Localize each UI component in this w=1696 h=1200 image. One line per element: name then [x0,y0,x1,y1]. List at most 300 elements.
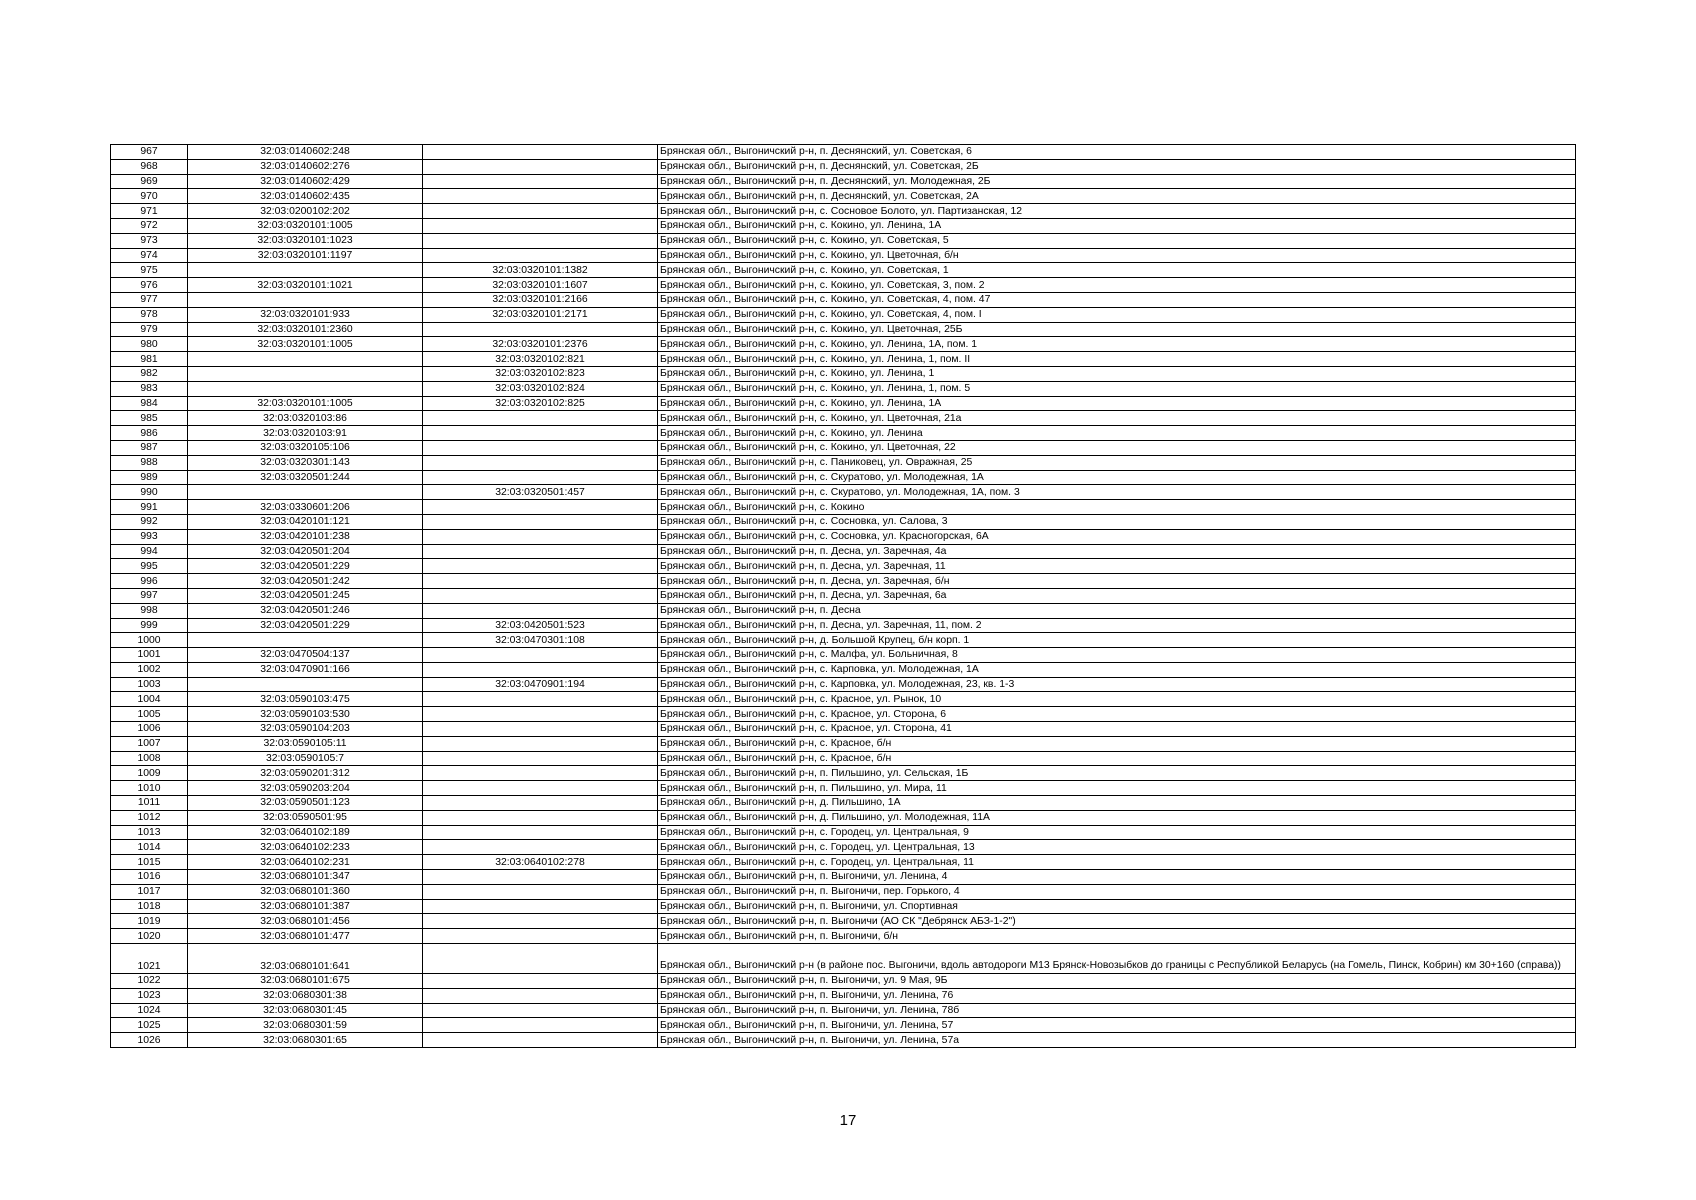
land-cadastral-number-cell: 32:03:0320101:933 [188,307,423,322]
table-row [111,588,1576,603]
building-cadastral-number-cell [423,426,658,441]
row-number-cell: 967 [111,145,188,160]
row-number-cell: 975 [111,263,188,278]
building-cadastral-number-cell: 32:03:0320102:825 [423,396,658,411]
row-number-cell: 982 [111,366,188,381]
land-cadastral-number-cell: 32:03:0680301:45 [188,1003,423,1018]
table-row [111,248,1576,263]
row-number-cell: 972 [111,218,188,233]
building-cadastral-number-cell [423,825,658,840]
address-cell: Брянская обл., Выгоничский р-н, д. Пильшино, 1А [658,796,1576,811]
land-cadastral-number-cell: 32:03:0330601:206 [188,500,423,515]
table-row [111,544,1576,559]
address-cell: Брянская обл., Выгоничский р-н, с. Скуратово, ул. Молодежная, 1А [658,470,1576,485]
building-cadastral-number-cell [423,810,658,825]
table-row [111,559,1576,574]
building-cadastral-number-cell: 32:03:0320101:2376 [423,337,658,352]
table-row [111,796,1576,811]
address-cell: Брянская обл., Выгоничский р-н, п. Выгоничи, ул. Спортивная [658,899,1576,914]
building-cadastral-number-cell [423,929,658,944]
address-cell: Брянская обл., Выгоничский р-н, п. Выгоничи, ул. Ленина, 57 [658,1018,1576,1033]
table-row [111,825,1576,840]
row-number-cell: 978 [111,307,188,322]
table-row [111,677,1576,692]
building-cadastral-number-cell [423,470,658,485]
table-row [111,707,1576,722]
address-cell: Брянская обл., Выгоничский р-н, с. Красное, ул. Сторона, 41 [658,722,1576,737]
row-number-cell: 999 [111,618,188,633]
land-cadastral-number-cell: 32:03:0420501:245 [188,588,423,603]
building-cadastral-number-cell [423,944,658,974]
building-cadastral-number-cell [423,248,658,263]
land-cadastral-number-cell: 32:03:0320101:1023 [188,233,423,248]
land-cadastral-number-cell: 32:03:0590104:203 [188,722,423,737]
land-cadastral-number-cell: 32:03:0680301:65 [188,1033,423,1048]
table-body [111,145,1576,1048]
table-row [111,810,1576,825]
table-row [111,766,1576,781]
row-number-cell: 1010 [111,781,188,796]
address-cell: Брянская обл., Выгоничский р-н, п. Десна, ул. Заречная, 11 [658,559,1576,574]
land-cadastral-number-cell: 32:03:0590103:475 [188,692,423,707]
table-row [111,944,1576,974]
table-row [111,1033,1576,1048]
address-cell: Брянская обл., Выгоничский р-н, с. Скуратово, ул. Молодежная, 1А, пом. 3 [658,485,1576,500]
land-cadastral-number-cell [188,381,423,396]
land-cadastral-number-cell: 32:03:0320101:1005 [188,337,423,352]
table-row [111,307,1576,322]
table-row [111,337,1576,352]
row-number-cell: 996 [111,574,188,589]
building-cadastral-number-cell: 32:03:0320102:823 [423,366,658,381]
land-cadastral-number-cell: 32:03:0640102:189 [188,825,423,840]
building-cadastral-number-cell [423,411,658,426]
row-number-cell: 976 [111,278,188,293]
table-row [111,736,1576,751]
building-cadastral-number-cell [423,899,658,914]
row-number-cell: 968 [111,159,188,174]
address-cell: Брянская обл., Выгоничский р-н, с. Кокино, ул. Ленина, 1 [658,366,1576,381]
table-row [111,574,1576,589]
land-cadastral-number-cell: 32:03:0420501:204 [188,544,423,559]
row-number-cell: 1024 [111,1003,188,1018]
land-cadastral-number-cell: 32:03:0590105:11 [188,736,423,751]
address-cell: Брянская обл., Выгоничский р-н, п. Выгоничи, пер. Горького, 4 [658,884,1576,899]
building-cadastral-number-cell: 32:03:0320102:824 [423,381,658,396]
row-number-cell: 1021 [111,944,188,974]
building-cadastral-number-cell [423,455,658,470]
table-row [111,514,1576,529]
row-number-cell: 985 [111,411,188,426]
address-cell: Брянская обл., Выгоничский р-н, п. Десна, ул. Заречная, 4а [658,544,1576,559]
building-cadastral-number-cell [423,574,658,589]
row-number-cell: 997 [111,588,188,603]
table-row [111,722,1576,737]
address-cell: Брянская обл., Выгоничский р-н, с. Сосновка, ул. Салова, 3 [658,514,1576,529]
land-cadastral-number-cell: 32:03:0420101:121 [188,514,423,529]
table-row [111,426,1576,441]
address-cell: Брянская обл., Выгоничский р-н, п. Деснянский, ул. Советская, 6 [658,145,1576,160]
table-row [111,411,1576,426]
building-cadastral-number-cell [423,500,658,515]
row-number-cell: 1025 [111,1018,188,1033]
address-cell: Брянская обл., Выгоничский р-н, с. Карповка, ул. Молодежная, 1А [658,662,1576,677]
page-number: 17 [839,1112,857,1129]
table-row [111,840,1576,855]
address-cell: Брянская обл., Выгоничский р-н, п. Десна, ул. Заречная, б/н [658,574,1576,589]
address-cell: Брянская обл., Выгоничский р-н, с. Кокино, ул. Ленина, 1А, пом. 1 [658,337,1576,352]
address-cell: Брянская обл., Выгоничский р-н, с. Кокино, ул. Цветочная, 25Б [658,322,1576,337]
row-number-cell: 1003 [111,677,188,692]
table-row [111,988,1576,1003]
table-row [111,855,1576,870]
building-cadastral-number-cell [423,736,658,751]
row-number-cell: 987 [111,440,188,455]
row-number-cell: 986 [111,426,188,441]
address-cell: Брянская обл., Выгоничский р-н, п. Деснянский, ул. Советская, 2Б [658,159,1576,174]
land-cadastral-number-cell: 32:03:0680101:387 [188,899,423,914]
building-cadastral-number-cell [423,322,658,337]
address-cell: Брянская обл., Выгоничский р-н, с. Кокино [658,500,1576,515]
land-cadastral-number-cell: 32:03:0680101:456 [188,914,423,929]
building-cadastral-number-cell [423,233,658,248]
land-cadastral-number-cell: 32:03:0320501:244 [188,470,423,485]
land-cadastral-number-cell: 32:03:0140602:248 [188,145,423,160]
land-cadastral-number-cell: 32:03:0420501:229 [188,559,423,574]
table-row [111,145,1576,160]
row-number-cell: 1008 [111,751,188,766]
address-cell: Брянская обл., Выгоничский р-н, с. Городец, ул. Центральная, 9 [658,825,1576,840]
land-cadastral-number-cell: 32:03:0140602:429 [188,174,423,189]
address-cell: Брянская обл., Выгоничский р-н, с. Красное, ул. Рынок, 10 [658,692,1576,707]
address-cell: Брянская обл., Выгоничский р-н, с. Кокино, ул. Цветочная, 21а [658,411,1576,426]
land-cadastral-number-cell: 32:03:0590501:123 [188,796,423,811]
building-cadastral-number-cell [423,603,658,618]
address-cell: Брянская обл., Выгоничский р-н, с. Кокино, ул. Цветочная, 22 [658,440,1576,455]
row-number-cell: 1013 [111,825,188,840]
table-row [111,204,1576,219]
building-cadastral-number-cell: 32:03:0320101:1382 [423,263,658,278]
table-row [111,440,1576,455]
address-cell: Брянская обл., Выгоничский р-н, с. Красное, б/н [658,736,1576,751]
row-number-cell: 1017 [111,884,188,899]
building-cadastral-number-cell [423,914,658,929]
land-cadastral-number-cell: 32:03:0320301:143 [188,455,423,470]
address-cell: Брянская обл., Выгоничский р-н, с. Кокино, ул. Ленина, 1, пом. II [658,352,1576,367]
address-cell: Брянская обл., Выгоничский р-н, п. Десна, ул. Заречная, 6а [658,588,1576,603]
building-cadastral-number-cell [423,218,658,233]
building-cadastral-number-cell: 32:03:0320501:457 [423,485,658,500]
building-cadastral-number-cell [423,1033,658,1048]
building-cadastral-number-cell [423,1003,658,1018]
table-row [111,662,1576,677]
building-cadastral-number-cell [423,189,658,204]
building-cadastral-number-cell: 32:03:0320101:2171 [423,307,658,322]
row-number-cell: 1018 [111,899,188,914]
address-cell: Брянская обл., Выгоничский р-н, с. Кокино, ул. Ленина, 1, пом. 5 [658,381,1576,396]
land-cadastral-number-cell: 32:03:0470504:137 [188,648,423,663]
building-cadastral-number-cell [423,1018,658,1033]
table-row [111,263,1576,278]
building-cadastral-number-cell [423,884,658,899]
land-cadastral-number-cell [188,366,423,381]
table-row [111,1018,1576,1033]
row-number-cell: 971 [111,204,188,219]
address-cell: Брянская обл., Выгоничский р-н, с. Кокино, ул. Цветочная, б/н [658,248,1576,263]
land-cadastral-number-cell [188,352,423,367]
row-number-cell: 1006 [111,722,188,737]
building-cadastral-number-cell [423,159,658,174]
row-number-cell: 1012 [111,810,188,825]
cadastral-table [110,144,1576,1048]
land-cadastral-number-cell: 32:03:0680301:59 [188,1018,423,1033]
land-cadastral-number-cell: 32:03:0470901:166 [188,662,423,677]
row-number-cell: 1014 [111,840,188,855]
building-cadastral-number-cell [423,648,658,663]
land-cadastral-number-cell: 32:03:0320101:1197 [188,248,423,263]
building-cadastral-number-cell [423,974,658,989]
land-cadastral-number-cell: 32:03:0680101:347 [188,870,423,885]
land-cadastral-number-cell: 32:03:0680301:38 [188,988,423,1003]
address-cell: Брянская обл., Выгоничский р-н, с. Кокино, ул. Ленина, 1А [658,396,1576,411]
land-cadastral-number-cell [188,485,423,500]
row-number-cell: 993 [111,529,188,544]
row-number-cell: 1000 [111,633,188,648]
row-number-cell: 969 [111,174,188,189]
address-cell: Брянская обл., Выгоничский р-н, п. Выгоничи, б/н [658,929,1576,944]
table-row [111,899,1576,914]
row-number-cell: 1023 [111,988,188,1003]
row-number-cell: 998 [111,603,188,618]
address-cell: Брянская обл., Выгоничский р-н, с. Красное, ул. Сторона, 6 [658,707,1576,722]
address-cell: Брянская обл., Выгоничский р-н, с. Кокино, ул. Ленина [658,426,1576,441]
land-cadastral-number-cell [188,633,423,648]
row-number-cell: 1015 [111,855,188,870]
table-row [111,455,1576,470]
table-row [111,870,1576,885]
land-cadastral-number-cell [188,263,423,278]
land-cadastral-number-cell: 32:03:0320103:91 [188,426,423,441]
building-cadastral-number-cell: 32:03:0470901:194 [423,677,658,692]
table-row [111,396,1576,411]
address-cell: Брянская обл., Выгоничский р-н, с. Городец, ул. Центральная, 13 [658,840,1576,855]
building-cadastral-number-cell: 32:03:0320101:2166 [423,292,658,307]
building-cadastral-number-cell [423,988,658,1003]
address-cell: Брянская обл., Выгоничский р-н, п. Десна, ул. Заречная, 11, пом. 2 [658,618,1576,633]
row-number-cell: 974 [111,248,188,263]
table-row [111,470,1576,485]
land-cadastral-number-cell [188,677,423,692]
row-number-cell: 1020 [111,929,188,944]
land-cadastral-number-cell: 32:03:0140602:435 [188,189,423,204]
land-cadastral-number-cell: 32:03:0420501:246 [188,603,423,618]
address-cell: Брянская обл., Выгоничский р-н, п. Пильшино, ул. Мира, 11 [658,781,1576,796]
building-cadastral-number-cell: 32:03:0640102:278 [423,855,658,870]
address-cell: Брянская обл., Выгоничский р-н, п. Деснянский, ул. Молодежная, 2Б [658,174,1576,189]
building-cadastral-number-cell [423,707,658,722]
building-cadastral-number-cell [423,440,658,455]
address-cell: Брянская обл., Выгоничский р-н, с. Кокино, ул. Советская, 3, пом. 2 [658,278,1576,293]
building-cadastral-number-cell [423,544,658,559]
building-cadastral-number-cell: 32:03:0320102:821 [423,352,658,367]
row-number-cell: 980 [111,337,188,352]
table-row [111,174,1576,189]
land-cadastral-number-cell: 32:03:0140602:276 [188,159,423,174]
address-cell: Брянская обл., Выгоничский р-н, с. Малфа, ул. Больничная, 8 [658,648,1576,663]
row-number-cell: 989 [111,470,188,485]
building-cadastral-number-cell [423,870,658,885]
building-cadastral-number-cell: 32:03:0420501:523 [423,618,658,633]
address-cell: Брянская обл., Выгоничский р-н, с. Кокино, ул. Ленина, 1А [658,218,1576,233]
row-number-cell: 973 [111,233,188,248]
land-cadastral-number-cell: 32:03:0420501:242 [188,574,423,589]
building-cadastral-number-cell [423,781,658,796]
land-cadastral-number-cell: 32:03:0680101:675 [188,974,423,989]
address-cell: Брянская обл., Выгоничский р-н, п. Выгоничи, ул. 9 Мая, 9Б [658,974,1576,989]
table-row [111,500,1576,515]
address-cell: Брянская обл., Выгоничский р-н, п. Выгоничи, ул. Ленина, 57а [658,1033,1576,1048]
row-number-cell: 991 [111,500,188,515]
building-cadastral-number-cell [423,174,658,189]
land-cadastral-number-cell: 32:03:0320101:1005 [188,218,423,233]
address-cell: Брянская обл., Выгоничский р-н, с. Кокино, ул. Советская, 5 [658,233,1576,248]
building-cadastral-number-cell [423,514,658,529]
table-row [111,159,1576,174]
land-cadastral-number-cell: 32:03:0590103:530 [188,707,423,722]
table-row [111,278,1576,293]
building-cadastral-number-cell [423,722,658,737]
address-cell: Брянская обл., Выгоничский р-н (в районе пос. Выгоничи, вдоль автодороги М13 Брянск-Новозыбков до границы с Республикой Беларусь (на Гомель, Пинск, Кобрин) км 30+160 (справа)) [658,944,1576,974]
row-number-cell: 970 [111,189,188,204]
row-number-cell: 1022 [111,974,188,989]
address-cell: Брянская обл., Выгоничский р-н, д. Большой Крупец, б/н корп. 1 [658,633,1576,648]
row-number-cell: 1007 [111,736,188,751]
table-row [111,322,1576,337]
table-row [111,884,1576,899]
row-number-cell: 988 [111,455,188,470]
address-cell: Брянская обл., Выгоничский р-н, с. Карповка, ул. Молодежная, 23, кв. 1-3 [658,677,1576,692]
land-cadastral-number-cell: 32:03:0320103:86 [188,411,423,426]
address-cell: Брянская обл., Выгоничский р-н, с. Кокино, ул. Советская, 1 [658,263,1576,278]
land-cadastral-number-cell: 32:03:0320101:2360 [188,322,423,337]
building-cadastral-number-cell [423,840,658,855]
building-cadastral-number-cell: 32:03:0320101:1607 [423,278,658,293]
table-row [111,352,1576,367]
row-number-cell: 1009 [111,766,188,781]
row-number-cell: 994 [111,544,188,559]
address-cell: Брянская обл., Выгоничский р-н, с. Красное, б/н [658,751,1576,766]
land-cadastral-number-cell: 32:03:0590501:95 [188,810,423,825]
row-number-cell: 1019 [111,914,188,929]
address-cell: Брянская обл., Выгоничский р-н, п. Десна [658,603,1576,618]
land-cadastral-number-cell: 32:03:0200102:202 [188,204,423,219]
address-cell: Брянская обл., Выгоничский р-н, п. Выгоничи, ул. Ленина, 4 [658,870,1576,885]
table-row [111,692,1576,707]
address-cell: Брянская обл., Выгоничский р-н, с. Кокино, ул. Советская, 4, пом. 47 [658,292,1576,307]
address-cell: Брянская обл., Выгоничский р-н, с. Сосновое Болото, ул. Партизанская, 12 [658,204,1576,219]
land-cadastral-number-cell: 32:03:0420101:238 [188,529,423,544]
row-number-cell: 995 [111,559,188,574]
land-cadastral-number-cell: 32:03:0590105:7 [188,751,423,766]
building-cadastral-number-cell [423,796,658,811]
row-number-cell: 1011 [111,796,188,811]
building-cadastral-number-cell [423,204,658,219]
table-row [111,381,1576,396]
land-cadastral-number-cell: 32:03:0590201:312 [188,766,423,781]
address-cell: Брянская обл., Выгоничский р-н, п. Выгоничи (АО СК "Дебрянск АБЗ-1-2") [658,914,1576,929]
land-cadastral-number-cell: 32:03:0640102:233 [188,840,423,855]
building-cadastral-number-cell [423,692,658,707]
row-number-cell: 1004 [111,692,188,707]
land-cadastral-number-cell: 32:03:0680101:477 [188,929,423,944]
table-row [111,974,1576,989]
row-number-cell: 1026 [111,1033,188,1048]
row-number-cell: 1001 [111,648,188,663]
building-cadastral-number-cell: 32:03:0470301:108 [423,633,658,648]
land-cadastral-number-cell: 32:03:0680101:641 [188,944,423,974]
table-row [111,485,1576,500]
table-row [111,751,1576,766]
table-row [111,529,1576,544]
address-cell: Брянская обл., Выгоничский р-н, с. Сосновка, ул. Красногорская, 6А [658,529,1576,544]
table-row [111,292,1576,307]
land-cadastral-number-cell: 32:03:0640102:231 [188,855,423,870]
land-cadastral-number-cell: 32:03:0320101:1021 [188,278,423,293]
building-cadastral-number-cell [423,529,658,544]
row-number-cell: 977 [111,292,188,307]
row-number-cell: 981 [111,352,188,367]
table-row [111,603,1576,618]
table-row [111,633,1576,648]
building-cadastral-number-cell [423,145,658,160]
land-cadastral-number-cell: 32:03:0680101:360 [188,884,423,899]
building-cadastral-number-cell [423,588,658,603]
table-row [111,233,1576,248]
address-cell: Брянская обл., Выгоничский р-н, д. Пильшино, ул. Молодежная, 11А [658,810,1576,825]
building-cadastral-number-cell [423,559,658,574]
row-number-cell: 984 [111,396,188,411]
address-cell: Брянская обл., Выгоничский р-н, п. Выгоничи, ул. Ленина, 76 [658,988,1576,1003]
row-number-cell: 1005 [111,707,188,722]
table-row [111,648,1576,663]
building-cadastral-number-cell [423,662,658,677]
table-row [111,218,1576,233]
address-cell: Брянская обл., Выгоничский р-н, п. Выгоничи, ул. Ленина, 78б [658,1003,1576,1018]
address-cell: Брянская обл., Выгоничский р-н, с. Кокино, ул. Советская, 4, пом. I [658,307,1576,322]
table-row [111,781,1576,796]
address-cell: Брянская обл., Выгоничский р-н, с. Городец, ул. Центральная, 11 [658,855,1576,870]
row-number-cell: 1016 [111,870,188,885]
land-cadastral-number-cell: 32:03:0320105:106 [188,440,423,455]
building-cadastral-number-cell [423,751,658,766]
table-row [111,1003,1576,1018]
row-number-cell: 990 [111,485,188,500]
table-row [111,189,1576,204]
table-row [111,618,1576,633]
land-cadastral-number-cell [188,292,423,307]
address-cell: Брянская обл., Выгоничский р-н, с. Паниковец, ул. Овражная, 25 [658,455,1576,470]
address-cell: Брянская обл., Выгоничский р-н, п. Деснянский, ул. Советская, 2А [658,189,1576,204]
row-number-cell: 992 [111,514,188,529]
building-cadastral-number-cell [423,766,658,781]
row-number-cell: 983 [111,381,188,396]
row-number-cell: 1002 [111,662,188,677]
land-cadastral-number-cell: 32:03:0420501:229 [188,618,423,633]
land-cadastral-number-cell: 32:03:0590203:204 [188,781,423,796]
table-row [111,914,1576,929]
land-cadastral-number-cell: 32:03:0320101:1005 [188,396,423,411]
table-row [111,929,1576,944]
